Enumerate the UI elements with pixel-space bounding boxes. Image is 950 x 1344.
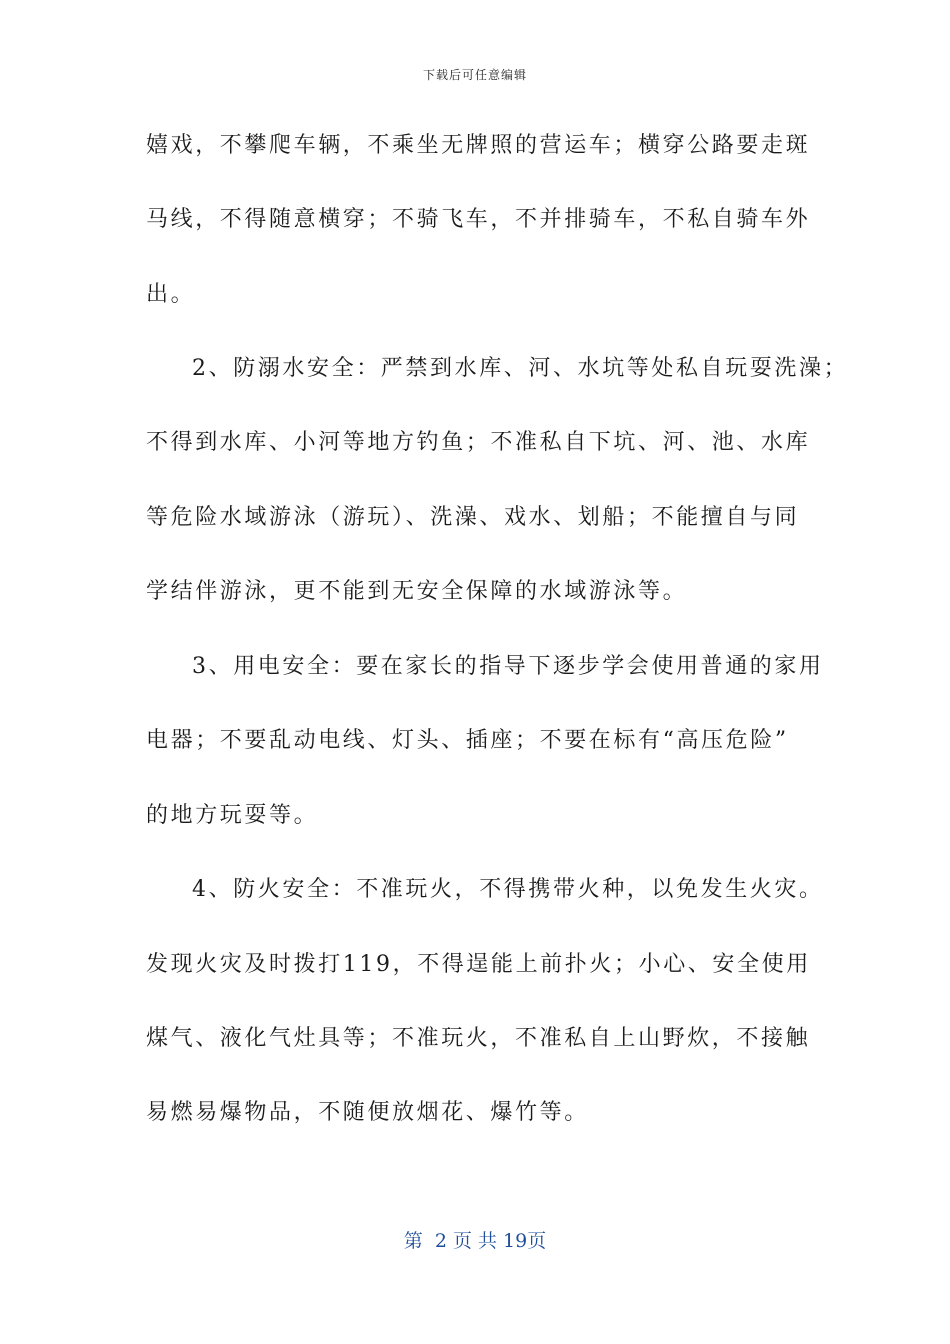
body-line: 马线，不得随意横穿；不骑飞车，不并排骑车，不私自骑车外 [146,207,811,232]
body-line: 煤气、液化气灶具等；不准玩火，不准私自上山野炊，不接触 [146,1026,811,1051]
body-line: 发现火灾及时拨打119，不得逞能上前扑火；小心、安全使用 [146,952,811,977]
body-line: 电器；不要乱动电线、灯头、插座；不要在标有“高压危险” [146,728,789,753]
paragraph-start-line: 2、防溺水安全：严禁到水库、河、水坑等处私自玩耍洗澡； [192,356,849,381]
page-header: 下载后可任意编辑 [422,68,527,82]
body-line: 学结伴游泳，更不能到无安全保障的水域游泳等。 [146,579,688,604]
body-line: 等危险水域游泳（游玩）、洗澡、戏水、划船；不能擅自与同 [146,505,800,530]
page-number: 第 2 页 共 19页 [403,1230,547,1252]
paragraph-start-line: 3、用电安全：要在家长的指导下逐步学会使用普通的家用 [192,654,824,679]
body-line: 出。 [146,282,196,307]
body-line: 易燃易爆物品，不随便放烟花、爆竹等。 [146,1100,589,1125]
body-line: 嬉戏，不攀爬车辆，不乘坐无牌照的营运车；横穿公路要走斑 [146,133,811,158]
body-line: 不得到水库、小河等地方钓鱼；不准私自下坑、河、池、水库 [146,430,811,455]
paragraph-start-line: 4、防火安全：不准玩火，不得携带火种，以免发生火灾。 [192,877,824,902]
body-line: 的地方玩耍等。 [146,803,319,828]
